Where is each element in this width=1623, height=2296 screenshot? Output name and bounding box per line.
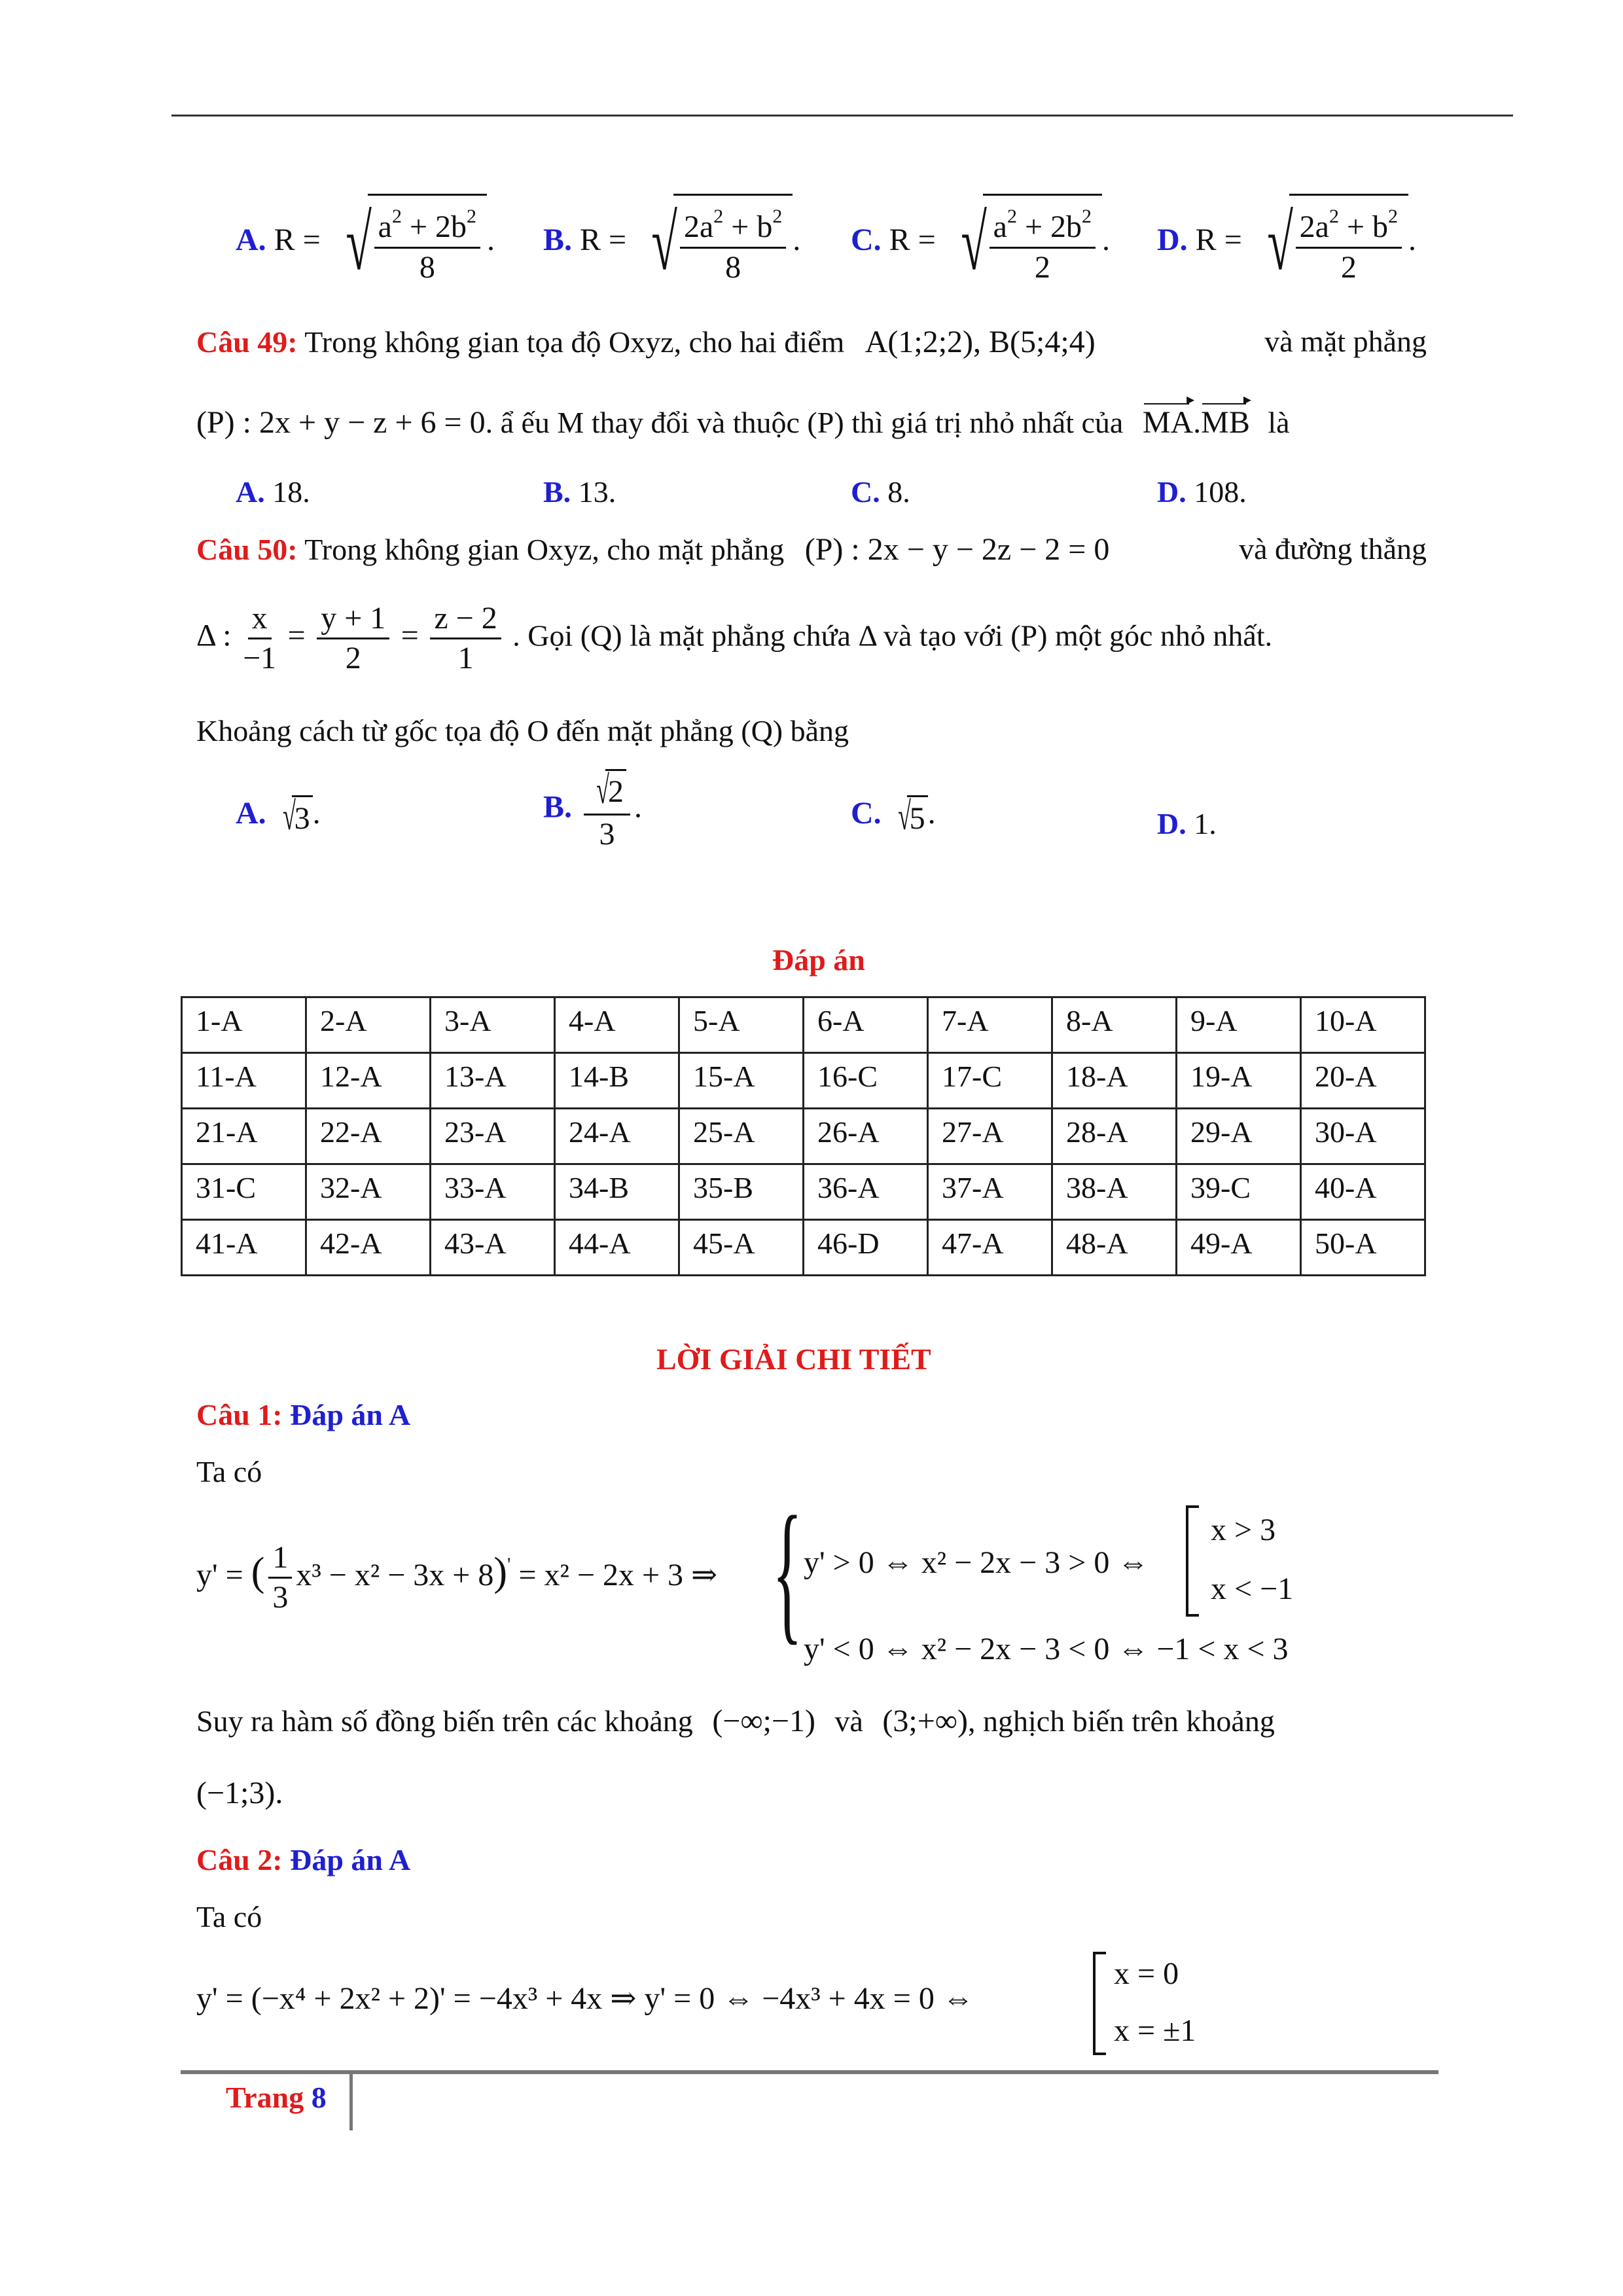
answer-cell: 41-A [182,1220,306,1276]
answer-cell: 18-A [1052,1053,1177,1109]
solution-1-formula: y' = ( $\frac{1}{3}$ x³ − x² − 3x + 8)' = x² − 2x + 3 ⇒ [196,1540,718,1615]
answer-row [182,1164,1425,1220]
q50-line2: Δ : $\frac{x}{-1}$ = $\frac{y + 1}{2}$ = $\frac{z - 2}{1}$ . Gọi (Q) là mặt phẳng chứa Δ và tạo với (P) một góc nhỏ nhất. [196,601,1273,676]
answer-cell: 25-A [679,1109,804,1164]
vector-ma: MA ▸ [1143,404,1193,440]
answer-cell: 49-A [1177,1220,1301,1276]
footer-rule [181,2070,1438,2074]
solution-1-case1a: x > 3 [1211,1513,1276,1547]
answer-row [182,1053,1425,1109]
answer-cell: 27-A [928,1109,1052,1164]
q50-option-a: A. √ 3 . [236,795,321,838]
solution-2-heading: Câu 2: Đáp án A [196,1843,411,1876]
solution-1-case1b: x < −1 [1211,1571,1294,1606]
solution-1-intro: Ta có [196,1455,262,1488]
answer-cell: 24-A [555,1109,679,1164]
answer-row [182,1109,1425,1164]
answer-cell: 28-A [1052,1109,1177,1164]
fraction: $\frac{x}{-1}$ [243,601,277,676]
q48-option-c: C. R = √ $\frac{a^2 + 2b^2}{2}$ . [851,194,1110,292]
solution-1-case2: y' < 0 ⇔ x² − 2x − 3 < 0 ⇔ −1 < x < 3 [804,1632,1289,1666]
q49-option-a: A. 18. [236,475,310,509]
q48-option-d: D. R = √ $\frac{2a^2 + b^2}{2}$ . [1157,194,1416,292]
answer-cell: 50-A [1301,1220,1425,1276]
answer-cell: 21-A [182,1109,306,1164]
q49-line2: (P) : 2x + y − z + 6 = 0. ẩ ếu M thay đổi và thuộc (P) thì giá trị nhỏ nhất của MA ▸.MB ▸ là [196,404,1427,440]
answer-cell: 40-A [1301,1164,1425,1220]
solutions-title: LỜI GIẢI CHI TIẾT [656,1342,931,1376]
answer-row [182,1220,1425,1276]
q50-option-d: D. 1. [1157,807,1217,840]
answer-cell: 14-B [555,1053,679,1109]
q49-option-c: C. 8. [851,475,910,509]
q50-line3: Khoảng cách từ gốc tọa độ O đến mặt phẳng (Q) bằng [196,714,849,747]
vector-mb: MB ▸ [1201,404,1250,440]
answer-cell: 33-A [431,1164,555,1220]
fraction: $\frac{y + 1}{2}$ [317,602,389,675]
brace-icon: { [772,1484,803,1658]
answer-cell: 32-A [306,1164,431,1220]
answer-cell: 2-A [306,997,431,1053]
answer-cell: 11-A [182,1053,306,1109]
q50-option-b: B. √ 2 3 . [543,768,642,852]
answer-cell: 4-A [555,997,679,1053]
q49-option-d: D. 108. [1157,475,1247,509]
solution-1-conclusion: Suy ra hàm số đồng biến trên các khoảng (−∞;−1) và (3;+∞), nghịch biến trên khoảng [196,1704,1275,1738]
answer-cell: 16-C [804,1053,928,1109]
answer-cell: 36-A [804,1164,928,1220]
q49-line1: Câu 49: Trong không gian tọa độ Oxyz, cho hai điểm A(1;2;2), B(5;4;4) và mặt phẳng [196,325,1427,359]
solution-1-heading: Câu 1: Đáp án A [196,1398,411,1431]
answer-cell: 26-A [804,1109,928,1164]
answer-cell: 42-A [306,1220,431,1276]
solution-2-case-a: x = 0 [1114,1956,1179,1991]
answer-cell: 47-A [928,1220,1052,1276]
answer-cell: 43-A [431,1220,555,1276]
answer-cell: 30-A [1301,1109,1425,1164]
question-label: Câu 49: [196,325,298,359]
solution-1-case1: y' > 0 ⇔ x² − 2x − 3 > 0 ⇔ [804,1545,1149,1580]
solution-2-case-b: x = ±1 [1114,2013,1196,2048]
answer-cell: 15-A [679,1053,804,1109]
answer-cell: 5-A [679,997,804,1053]
answers-title: Đáp án [772,943,865,977]
question-label: Câu 50: [196,533,298,566]
answer-cell: 9-A [1177,997,1301,1053]
answer-cell: 37-A [928,1164,1052,1220]
answer-cell: 39-C [1177,1164,1301,1220]
answer-cell: 17-C [928,1053,1052,1109]
answer-row [182,997,1425,1053]
q49-option-b: B. 13. [543,475,616,509]
answer-cell: 10-A [1301,997,1425,1053]
q48-option-b: B. R = √ $\frac{2a^2 + b^2}{8}$ . [543,194,800,292]
answer-cell: 12-A [306,1053,431,1109]
answer-cell: 38-A [1052,1164,1177,1220]
bracket-icon [1093,1952,1106,2055]
sqrt: √ $\frac{2a^2 + b^2}{8}$ [634,194,793,292]
answer-cell: 19-A [1177,1053,1301,1109]
q50-option-c: C. √ 5 . [851,795,936,838]
fraction: √ 2 3 [584,769,630,851]
answer-cell: 13-A [431,1053,555,1109]
answer-cell: 3-A [431,997,555,1053]
solution-1-interval: (−1;3). [196,1776,283,1810]
sqrt: √ 3 [274,795,313,837]
answer-cell: 6-A [804,997,928,1053]
answer-cell: 8-A [1052,997,1177,1053]
answer-cell: 22-A [306,1109,431,1164]
answer-table [181,996,1426,1276]
header-rule [171,115,1513,117]
answer-cell: 20-A [1301,1053,1425,1109]
sqrt: √ $\frac{2a^2 + b^2}{2}$ [1250,194,1408,292]
solution-2-intro: Ta có [196,1900,262,1933]
sqrt: √ $\frac{a^2 + 2b^2}{2}$ [944,194,1102,292]
sqrt: √ $\frac{a^2 + 2b^2}{8}$ [329,194,487,292]
page-number: Trang 8 [226,2081,327,2114]
answer-cell: 31-C [182,1164,306,1220]
footer-divider [349,2074,353,2130]
sqrt: √ 5 [889,795,928,837]
answer-cell: 23-A [431,1109,555,1164]
answer-cell: 35-B [679,1164,804,1220]
fraction: $\frac{1}{3}$ [268,1541,292,1615]
answer-cell: 45-A [679,1220,804,1276]
solution-2-formula: y' = (−x⁴ + 2x² + 2)' = −4x³ + 4x ⇒ y' = 0 ⇔ −4x³ + 4x = 0 ⇔ [196,1981,974,2016]
answer-cell: 46-D [804,1220,928,1276]
answer-cell: 34-B [555,1164,679,1220]
answer-cell: 44-A [555,1220,679,1276]
answer-cell: 29-A [1177,1109,1301,1164]
q48-option-a: A. R = √ $\frac{a^2 + 2b^2}{8}$ . [236,194,495,292]
bracket-icon [1186,1505,1199,1617]
answer-cell: 48-A [1052,1220,1177,1276]
answer-cell: 1-A [182,997,306,1053]
q50-line1: Câu 50: Trong không gian Oxyz, cho mặt phẳng (P) : 2x − y − 2z − 2 = 0 và đường thẳng [196,532,1427,567]
fraction: $\frac{z - 2}{1}$ [430,602,501,675]
answer-cell: 7-A [928,997,1052,1053]
